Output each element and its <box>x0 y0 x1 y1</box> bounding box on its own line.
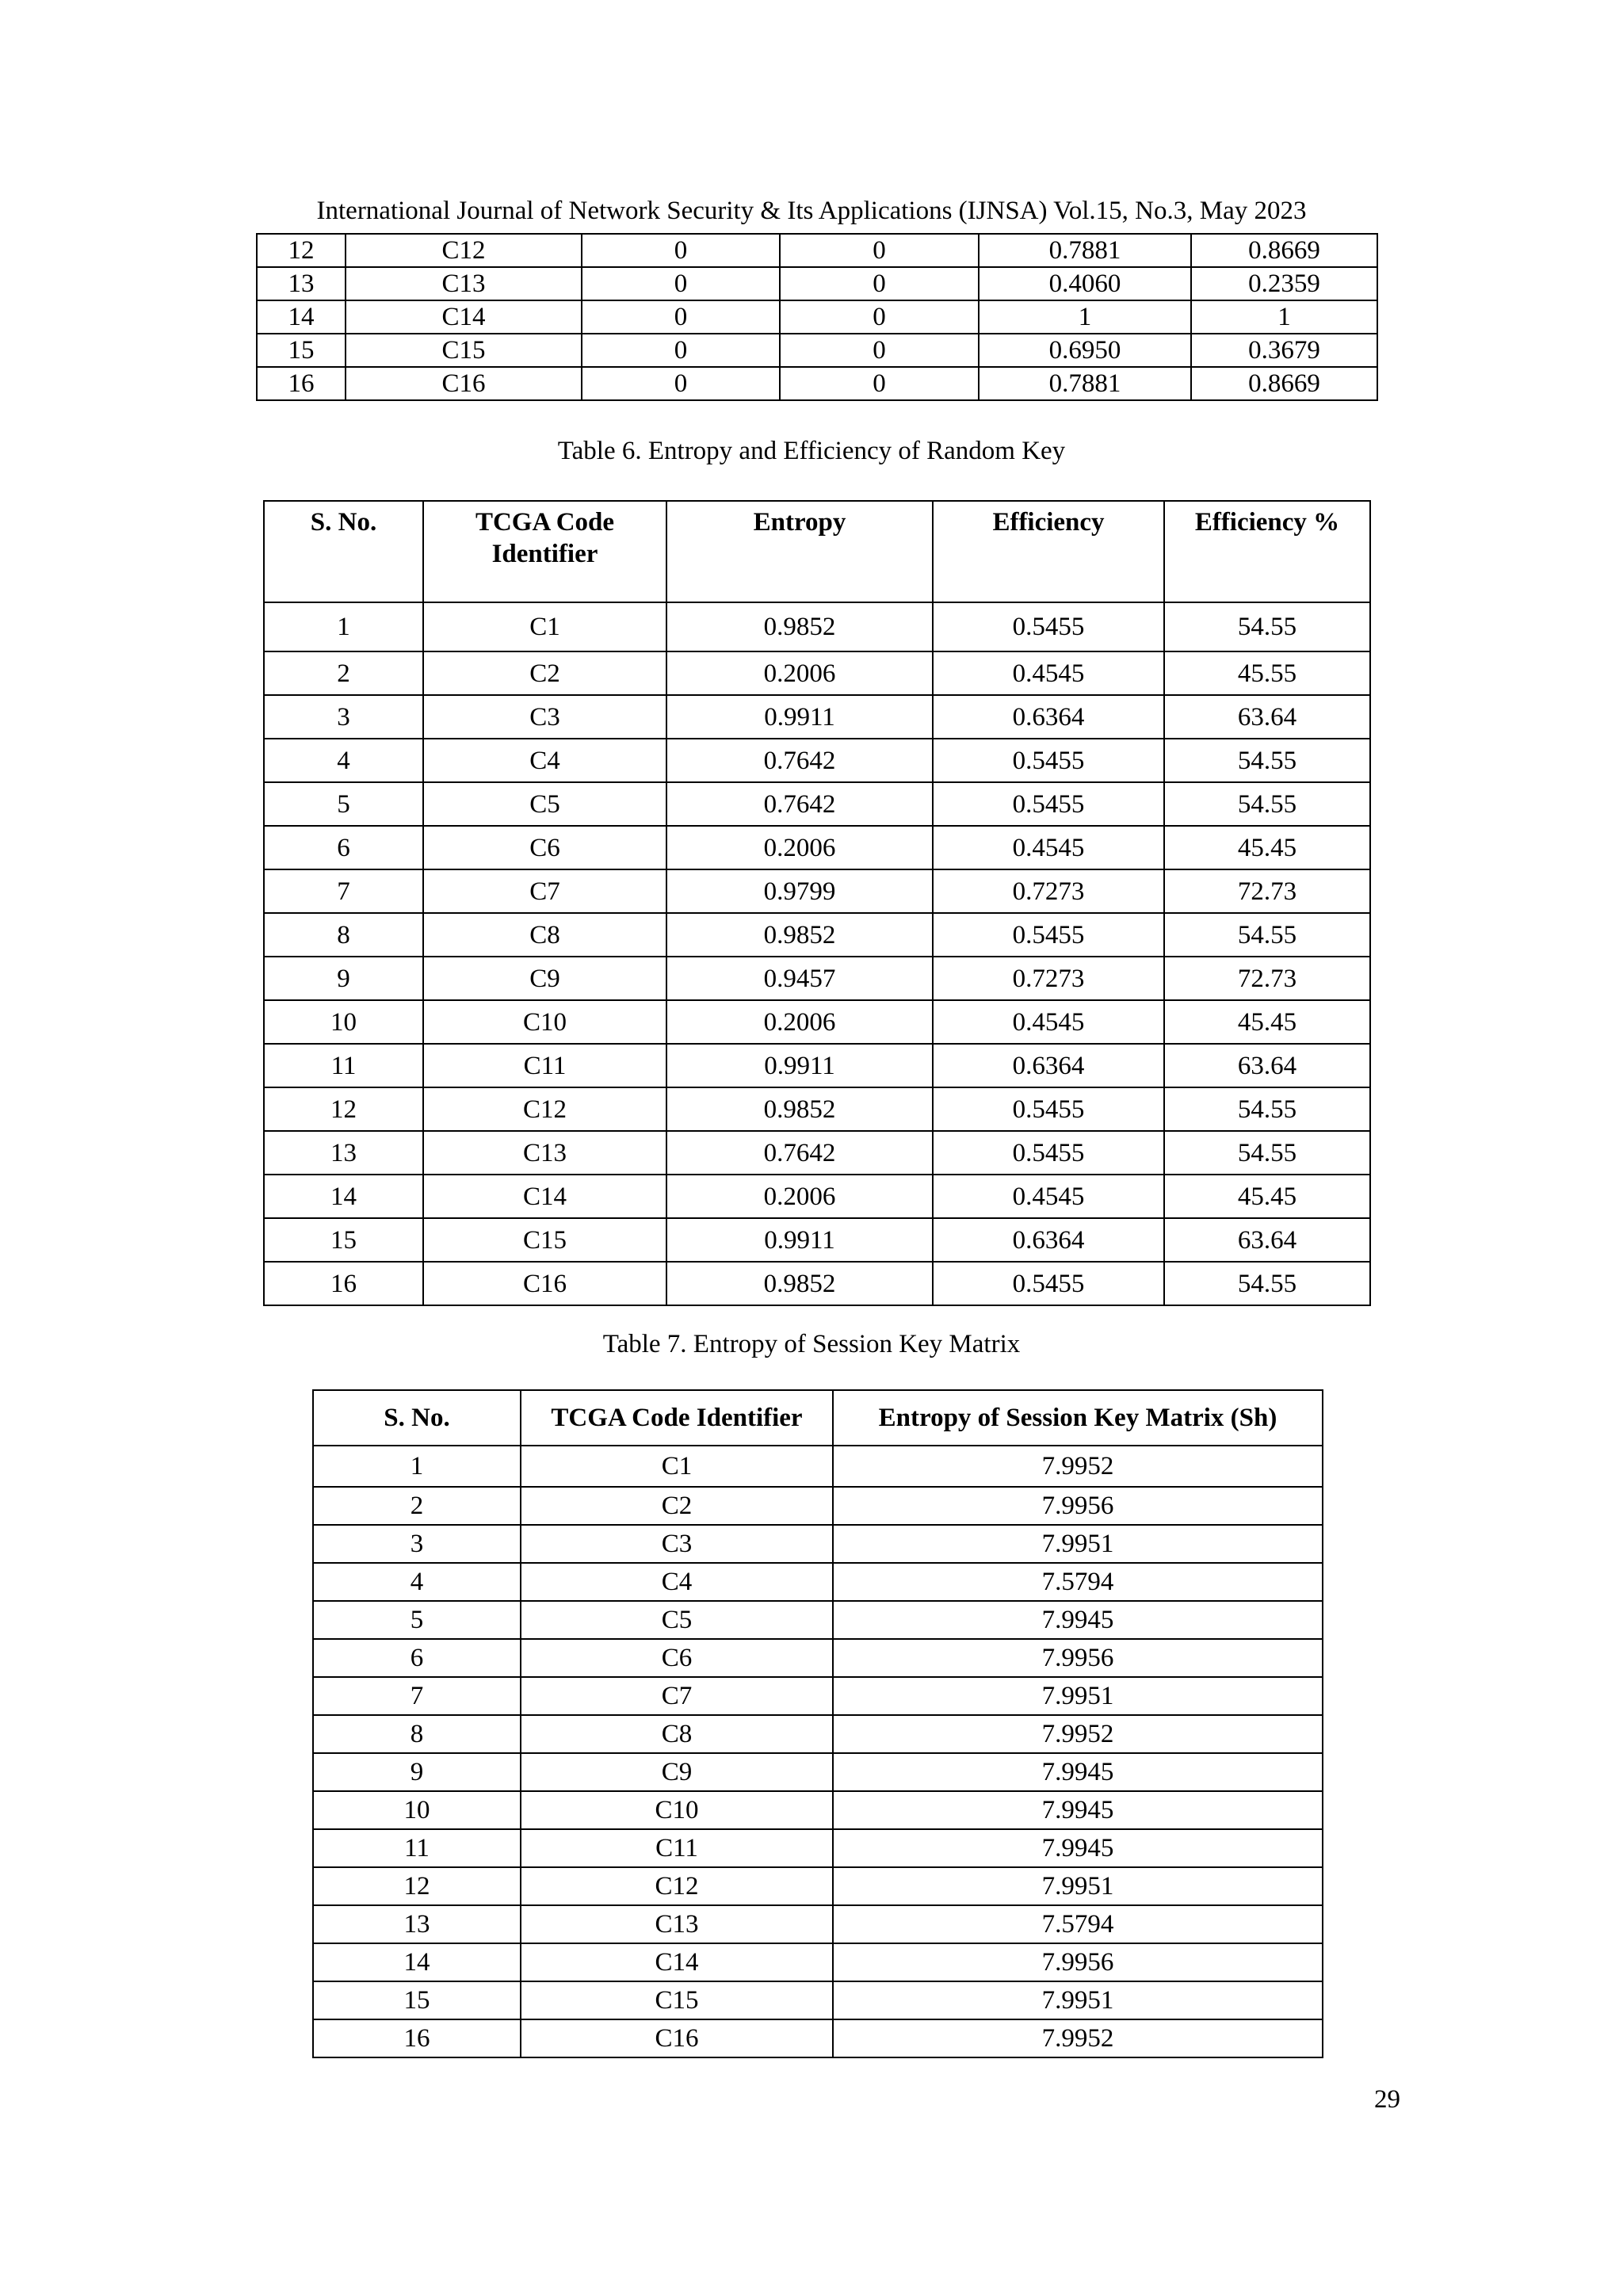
table-row <box>257 300 1377 334</box>
table-cell: C4 <box>521 1563 833 1601</box>
table-cell: C9 <box>521 1753 833 1791</box>
table-cell: 7.9945 <box>833 1829 1323 1867</box>
table-cell: C1 <box>521 1446 833 1487</box>
table-cell: 7.9956 <box>833 1943 1323 1981</box>
table-cell: 0 <box>780 267 979 300</box>
table-cell: C11 <box>521 1829 833 1867</box>
header-cell: TCGA Code Identifier <box>521 1390 833 1446</box>
table-cell: 0.5455 <box>933 913 1164 957</box>
table-cell: 13 <box>264 1131 423 1175</box>
table-row <box>313 1981 1323 2019</box>
table-cell: 0 <box>582 300 780 334</box>
header-cell: Efficiency <box>933 501 1164 602</box>
table-cell: 0.9852 <box>666 1262 933 1305</box>
table-cell: C5 <box>423 782 666 826</box>
table-cell: C14 <box>521 1943 833 1981</box>
table-cell: 0.8669 <box>1191 367 1377 400</box>
table-cell: 2 <box>313 1487 521 1525</box>
table-cell: 0.7273 <box>933 869 1164 913</box>
table-cell: C16 <box>346 367 582 400</box>
table-cell: C12 <box>423 1087 666 1131</box>
table-cell: C8 <box>423 913 666 957</box>
table-cell: 0.9457 <box>666 957 933 1000</box>
table-cell: 0.9852 <box>666 1087 933 1131</box>
table-cell: C1 <box>423 602 666 651</box>
header-cell: TCGA Code Identifier <box>423 501 666 602</box>
header-cell: S. No. <box>264 501 423 602</box>
table-row <box>257 267 1377 300</box>
table-cell: 45.45 <box>1164 1000 1370 1044</box>
header-cell: S. No. <box>313 1390 521 1446</box>
table-7-caption: Table 7. Entropy of Session Key Matrix <box>602 1330 1021 1358</box>
table-cell: 14 <box>313 1943 521 1981</box>
table-cell: 13 <box>313 1905 521 1943</box>
table-cell: 45.45 <box>1164 826 1370 869</box>
table-row <box>313 1943 1323 1981</box>
table-cell: 0.2006 <box>666 1000 933 1044</box>
table-cell: 0 <box>582 234 780 267</box>
table-cell: 0.9911 <box>666 1044 933 1087</box>
table-row <box>313 1563 1323 1601</box>
table-row <box>264 869 1370 913</box>
table-row <box>264 739 1370 782</box>
header-cell: Entropy of Session Key Matrix (Sh) <box>833 1390 1323 1446</box>
table-row <box>313 1791 1323 1829</box>
table-cell: C2 <box>521 1487 833 1525</box>
table-cell: 5 <box>264 782 423 826</box>
table-cell: 0 <box>582 267 780 300</box>
table-row <box>313 1753 1323 1791</box>
table-5-body <box>257 234 1377 400</box>
table-cell: 11 <box>313 1829 521 1867</box>
table-cell: 15 <box>257 334 346 367</box>
table-cell: 0 <box>780 234 979 267</box>
table-cell: 54.55 <box>1164 602 1370 651</box>
table-row <box>264 782 1370 826</box>
table-row <box>313 1487 1323 1525</box>
table-cell: 10 <box>313 1791 521 1829</box>
table-cell: 0.4545 <box>933 1000 1164 1044</box>
table-cell: 7.9952 <box>833 2019 1323 2057</box>
table-cell: C14 <box>423 1175 666 1218</box>
table-cell: 4 <box>313 1563 521 1601</box>
table-cell: 0.5455 <box>933 1087 1164 1131</box>
table-cell: 16 <box>264 1262 423 1305</box>
table-cell: 0 <box>780 367 979 400</box>
table-row <box>264 1087 1370 1131</box>
table-row <box>264 602 1370 651</box>
table-cell: C2 <box>423 651 666 695</box>
table-row <box>264 651 1370 695</box>
table-cell: 1 <box>313 1446 521 1487</box>
table-cell: C7 <box>423 869 666 913</box>
table-cell: 0.7642 <box>666 782 933 826</box>
table-cell: 7 <box>264 869 423 913</box>
table-cell: 2 <box>264 651 423 695</box>
table-cell: 0.4545 <box>933 651 1164 695</box>
table-cell: 7.9945 <box>833 1791 1323 1829</box>
table-row <box>313 1446 1323 1487</box>
table-5-continuation <box>256 233 1378 401</box>
table-cell: 5 <box>313 1601 521 1639</box>
table-cell: 0.9799 <box>666 869 933 913</box>
table-cell: 0 <box>582 367 780 400</box>
table-cell: 7.9945 <box>833 1753 1323 1791</box>
table-cell: 0.2006 <box>666 651 933 695</box>
table-row <box>264 826 1370 869</box>
table-cell: 0.5455 <box>933 602 1164 651</box>
table-row <box>313 1829 1323 1867</box>
table-cell: 0.6364 <box>933 695 1164 739</box>
table-cell: C13 <box>423 1131 666 1175</box>
table-cell: 45.55 <box>1164 651 1370 695</box>
header-cell: Efficiency % <box>1164 501 1370 602</box>
table-cell: 0.8669 <box>1191 234 1377 267</box>
table-cell: 7.9956 <box>833 1639 1323 1677</box>
table-cell: 6 <box>264 826 423 869</box>
table-cell: 15 <box>313 1981 521 2019</box>
table-6-caption: Table 6. Entropy and Efficiency of Random Key <box>557 437 1066 465</box>
table-cell: 0 <box>582 334 780 367</box>
table-cell: 0.9852 <box>666 602 933 651</box>
table-cell: 0.7881 <box>979 367 1191 400</box>
table-cell: C15 <box>521 1981 833 2019</box>
table-cell: 54.55 <box>1164 782 1370 826</box>
table-cell: 9 <box>264 957 423 1000</box>
table-row <box>264 1175 1370 1218</box>
table-cell: 0.7273 <box>933 957 1164 1000</box>
table-cell: 7.5794 <box>833 1563 1323 1601</box>
table-cell: 0.5455 <box>933 1131 1164 1175</box>
table-row <box>313 1601 1323 1639</box>
table-cell: 11 <box>264 1044 423 1087</box>
table-cell: 63.64 <box>1164 1218 1370 1262</box>
table-cell: 7.9951 <box>833 1867 1323 1905</box>
table-cell: 54.55 <box>1164 739 1370 782</box>
table-cell: 72.73 <box>1164 957 1370 1000</box>
table-row <box>264 1131 1370 1175</box>
table-cell: 0 <box>780 334 979 367</box>
table-cell: C12 <box>521 1867 833 1905</box>
table-cell: 0.5455 <box>933 1262 1164 1305</box>
table-cell: C10 <box>423 1000 666 1044</box>
table-cell: C12 <box>346 234 582 267</box>
table-cell: 14 <box>264 1175 423 1218</box>
table-7-header-row <box>313 1390 1323 1446</box>
table-cell: C16 <box>521 2019 833 2057</box>
table-cell: 15 <box>264 1218 423 1262</box>
header-cell: Entropy <box>666 501 933 602</box>
table-row <box>264 1218 1370 1262</box>
table-cell: 0.7642 <box>666 1131 933 1175</box>
table-cell: 0.9911 <box>666 1218 933 1262</box>
table-cell: C5 <box>521 1601 833 1639</box>
table-cell: 7 <box>313 1677 521 1715</box>
table-cell: 12 <box>313 1867 521 1905</box>
table-cell: 0 <box>780 300 979 334</box>
table-cell: C3 <box>423 695 666 739</box>
table-cell: 10 <box>264 1000 423 1044</box>
table-cell: 6 <box>313 1639 521 1677</box>
table-cell: C10 <box>521 1791 833 1829</box>
table-cell: C9 <box>423 957 666 1000</box>
table-cell: 7.9951 <box>833 1981 1323 2019</box>
table-cell: C16 <box>423 1262 666 1305</box>
table-cell: 7.9952 <box>833 1446 1323 1487</box>
table-cell: 12 <box>264 1087 423 1131</box>
table-cell: 8 <box>313 1715 521 1753</box>
table-cell: 54.55 <box>1164 913 1370 957</box>
table-row <box>264 957 1370 1000</box>
table-cell: 13 <box>257 267 346 300</box>
table-cell: C14 <box>346 300 582 334</box>
table-cell: 45.45 <box>1164 1175 1370 1218</box>
table-cell: 0.2006 <box>666 826 933 869</box>
table-cell: 3 <box>313 1525 521 1563</box>
table-7 <box>312 1389 1323 2058</box>
table-cell: 9 <box>313 1753 521 1791</box>
table-row <box>313 1677 1323 1715</box>
table-cell: 0.9852 <box>666 913 933 957</box>
table-row <box>264 1044 1370 1087</box>
table-cell: 54.55 <box>1164 1131 1370 1175</box>
table-cell: C13 <box>521 1905 833 1943</box>
table-cell: 0.5455 <box>933 782 1164 826</box>
table-cell: C15 <box>423 1218 666 1262</box>
table-cell: C4 <box>423 739 666 782</box>
table-cell: 14 <box>257 300 346 334</box>
table-cell: C3 <box>521 1525 833 1563</box>
table-row <box>257 334 1377 367</box>
table-cell: 7.5794 <box>833 1905 1323 1943</box>
table-cell: 0.4060 <box>979 267 1191 300</box>
table-cell: 7.9952 <box>833 1715 1323 1753</box>
table-cell: 7.9945 <box>833 1601 1323 1639</box>
table-cell: 1 <box>1191 300 1377 334</box>
table-cell: 0.9911 <box>666 695 933 739</box>
table-6-body <box>264 602 1370 1305</box>
table-cell: C15 <box>346 334 582 367</box>
table-cell: C7 <box>521 1677 833 1715</box>
table-cell: 16 <box>313 2019 521 2057</box>
table-cell: 3 <box>264 695 423 739</box>
table-cell: 8 <box>264 913 423 957</box>
table-6-header-row <box>264 501 1370 602</box>
table-cell: C11 <box>423 1044 666 1087</box>
table-row <box>257 367 1377 400</box>
table-row <box>313 1867 1323 1905</box>
table-cell: C8 <box>521 1715 833 1753</box>
table-row <box>257 234 1377 267</box>
table-cell: 0.6364 <box>933 1044 1164 1087</box>
table-cell: 1 <box>979 300 1191 334</box>
table-7-body <box>313 1446 1323 2057</box>
table-cell: 1 <box>264 602 423 651</box>
table-cell: C6 <box>423 826 666 869</box>
table-cell: 7.9951 <box>833 1677 1323 1715</box>
table-cell: 4 <box>264 739 423 782</box>
journal-header: International Journal of Network Security & Its Applications (IJNSA) Vol.15, No.3, May 2023 <box>316 197 1307 225</box>
table-cell: 16 <box>257 367 346 400</box>
table-cell: 63.64 <box>1164 695 1370 739</box>
table-row <box>313 2019 1323 2057</box>
table-row <box>313 1639 1323 1677</box>
table-cell: 0.4545 <box>933 1175 1164 1218</box>
table-cell: C6 <box>521 1639 833 1677</box>
table-cell: 63.64 <box>1164 1044 1370 1087</box>
table-cell: 0.2006 <box>666 1175 933 1218</box>
table-cell: 72.73 <box>1164 869 1370 913</box>
table-row <box>264 1000 1370 1044</box>
table-row <box>264 913 1370 957</box>
table-row <box>313 1715 1323 1753</box>
table-row <box>313 1905 1323 1943</box>
table-cell: 0.6950 <box>979 334 1191 367</box>
table-cell: 7.9956 <box>833 1487 1323 1525</box>
table-cell: 54.55 <box>1164 1087 1370 1131</box>
table-cell: 0.5455 <box>933 739 1164 782</box>
table-cell: 0.6364 <box>933 1218 1164 1262</box>
table-row <box>313 1525 1323 1563</box>
page-number: 29 <box>1374 2085 1400 2114</box>
table-cell: 0.4545 <box>933 826 1164 869</box>
table-row <box>264 1262 1370 1305</box>
table-cell: 12 <box>257 234 346 267</box>
table-cell: 0.3679 <box>1191 334 1377 367</box>
table-cell: 54.55 <box>1164 1262 1370 1305</box>
table-cell: 0.2359 <box>1191 267 1377 300</box>
table-cell: 0.7881 <box>979 234 1191 267</box>
table-cell: C13 <box>346 267 582 300</box>
table-cell: 0.7642 <box>666 739 933 782</box>
table-cell: 7.9951 <box>833 1525 1323 1563</box>
table-row <box>264 695 1370 739</box>
table-6 <box>263 500 1371 1306</box>
